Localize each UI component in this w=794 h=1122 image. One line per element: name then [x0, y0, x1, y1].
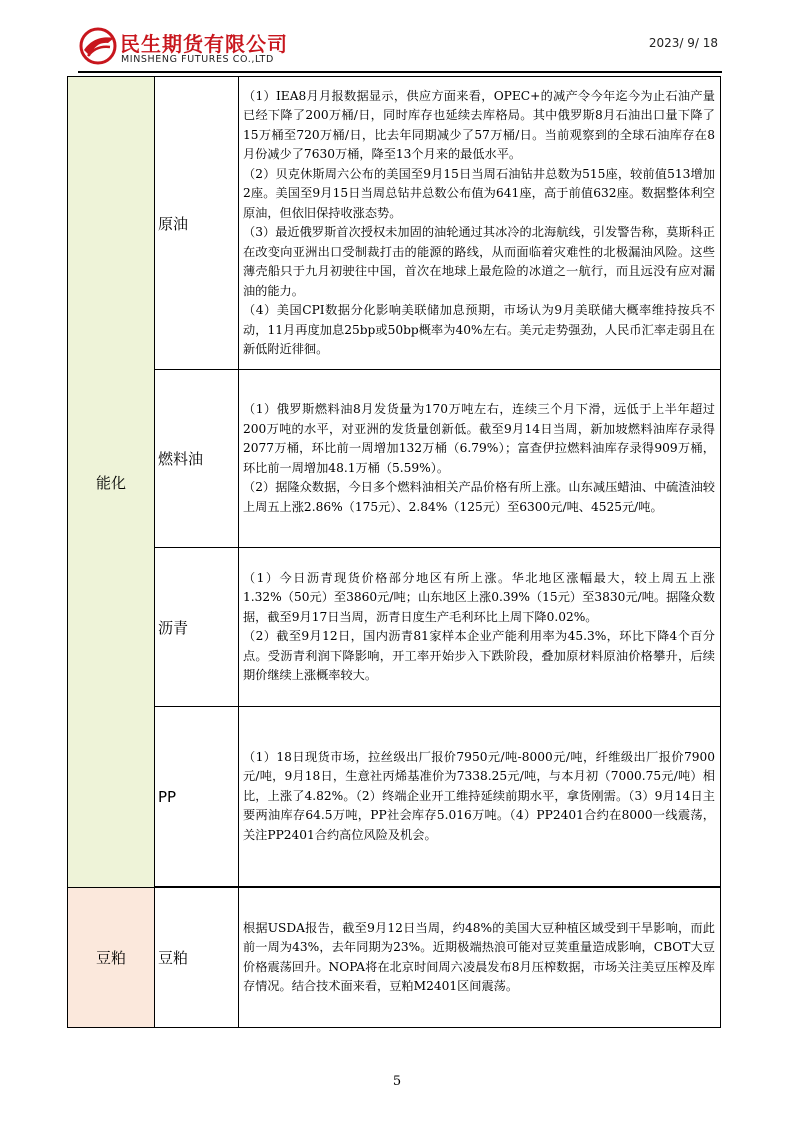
commodity-commentary	[239, 77, 720, 369]
page-header	[78, 22, 722, 70]
paragraph: （1）今日沥青现货价格部分地区有所上涨。华北地区涨幅最大，较上周五上涨1.32%（50元）至3860元/吨；山东地区上涨0.39%（15元）至3830元/吨。据隆众数据，截至9月17日当周，沥青日度生产毛利环比上周下降0.02%。	[243, 570, 715, 624]
company-name-cn: 民生期货有限公司	[120, 32, 288, 56]
paragraph: （1）18日现货市场，拉丝级出厂报价7950元/吨-8000元/吨，纤维级出厂报价7900元/吨，9月18日，生意社丙烯基准价为7338.25元/吨，与本月初（7000.75元/吨）相比，上涨了4.82%。（2）终端企业开工维持延续前期水平，拿货刚需。（3）9月14日主要两油库存64.5万吨，PP社会库存5.016万吨。（4）PP2401合约在8000一线震荡，关注PP2401合约高位风险及机会。	[243, 749, 715, 842]
company-name-en: MINSHENG FUTURES CO.,LTD	[121, 54, 274, 65]
commodity-name: 燃料油	[155, 370, 239, 547]
page-number: 5	[392, 1074, 402, 1089]
paragraph: （2）贝克休斯周六公布的美国至9月15日当周石油钻井总数为515座，较前值513增加2座。美国至9月15日当周总钻井总数公布值为641座，高于前值632座。数据整体利空原油，但依旧保持收涨态势。	[243, 166, 715, 220]
report-date: 2023/ 9/ 18	[648, 36, 718, 50]
table-row	[155, 707, 720, 887]
paragraph: （2）据隆众数据，今日多个燃料油相关产品价格有所上涨。山东减压蜡油、中硫渣油较上周五上涨2.86%（175元）、2.84%（125元）至6300元/吨、4525元/吨。	[243, 480, 715, 514]
category-energy: 能化	[68, 77, 155, 887]
table-row	[155, 370, 720, 548]
commodity-commentary	[239, 548, 720, 706]
paragraph: （3）最近俄罗斯首次授权未加固的油轮通过其冰冷的北海航线，引发警告称，莫斯科正在改变向亚洲出口受制裁打击的能源的路线，从而面临着灾难性的北极漏油风险。这些薄壳船只于九月初驶往中国，首次在地球上最危险的冰道之一航行，而且远没有应对漏油的能力。	[243, 225, 715, 298]
commodity-name: 沥青	[155, 548, 239, 706]
commodity-commentary	[239, 370, 720, 547]
commodity-table	[67, 76, 721, 1028]
commodity-commentary	[239, 888, 720, 1027]
paragraph: 根据USDA报告，截至9月12日当周，约48%的美国大豆种植区域受到干旱影响，而此前一周为43%，去年同期为23%。近期极端热浪可能对豆荚重量造成影响，CBOT大豆价格震荡回升。NOPA将在北京时间周六凌晨发布8月压榨数据，市场关注美豆压榨及库存情况。结合技术面来看，豆粕M2401区间震荡。	[243, 920, 715, 993]
minsheng-logo-icon	[78, 26, 118, 66]
paragraph: （1）IEA8月月报数据显示，供应方面来看，OPEC+的减产令今年迄今为止石油产量已经下降了200万桶/日，同时库存也延续去库格局。其中俄罗斯8月石油出口量下降了15万桶至720万桶/日，比去年同期减少了57万桶/日。当前观察到的全球石油库存在8月份减少了7630万桶，降至13个月来的最低水平。	[243, 88, 715, 161]
table-row	[155, 77, 720, 370]
paragraph: （4）美国CPI数据分化影响美联储加息预期，市场认为9月美联储大概率维持按兵不动，11月再度加息25bp或50bp概率为40%左右。美元走势强劲，人民币汇率走弱且在新低附近徘徊。	[243, 303, 715, 356]
table-row	[155, 887, 720, 1027]
commodity-name: PP	[155, 707, 239, 886]
commodity-name: 豆粕	[155, 888, 239, 1027]
commodity-name: 原油	[155, 77, 239, 369]
paragraph: （2）截至9月12日，国内沥青81家样本企业产能利用率为45.3%，环比下降4个百分点。受沥青利润下降影响，开工率开始步入下跌阶段，叠加原材料原油价格攀升，后续期价继续上涨概率较大。	[243, 629, 715, 682]
paragraph: （1）俄罗斯燃料油8月发货量为170万吨左右，连续三个月下滑，远低于上半年超过200万吨的水平，对亚洲的发货量创新低。截至9月14日当周，新加坡燃料油库存录得2077万桶，环比前一周增加132万桶（6.79%）；富查伊拉燃料油库存录得909万桶，环比前一周增加48.1万桶（5.59%）。	[243, 402, 715, 475]
header-divider	[78, 71, 722, 73]
commodity-commentary	[239, 707, 720, 886]
category-soymeal: 豆粕	[68, 887, 155, 1027]
table-row	[155, 548, 720, 707]
